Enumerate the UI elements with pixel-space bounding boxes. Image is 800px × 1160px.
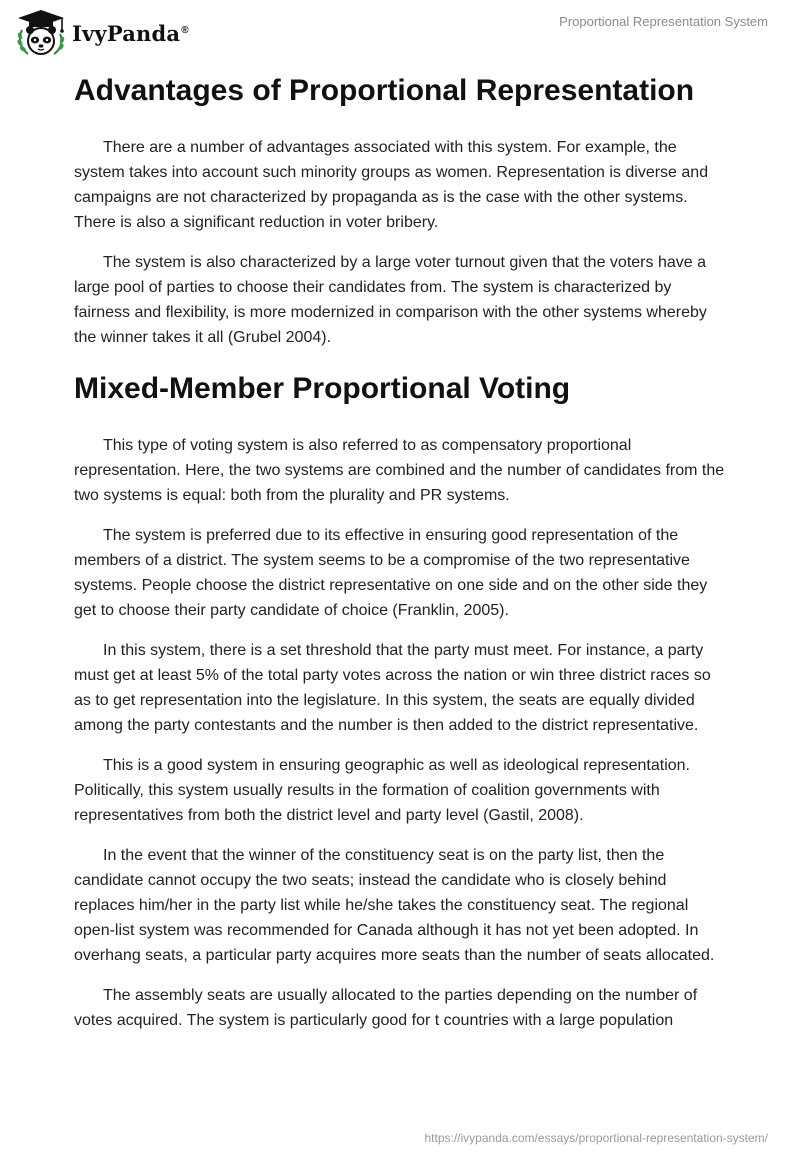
paragraph: In the event that the winner of the constituency seat is on the party list, then the candidate cannot occupy the two seats; instead the candidate who is closely behind replaces him/her in the party list while he/she takes the constituency seat. The regional open-list system was recommended for Canada although it has not yet been adopted. In overhang seats, a particular party acquires more seats than the number of seats allocated.: [74, 847, 715, 964]
ivypanda-logo[interactable]: [14, 8, 189, 58]
source-url[interactable]: https://ivypanda.com/essays/proportional-representation-system/: [424, 1131, 768, 1145]
paragraph: The assembly seats are usually allocated to the parties depending on the number of votes acquired. The system is particularly good for t countries with a large population: [74, 987, 698, 1029]
page-header: [0, 0, 800, 62]
section-heading-mixed-member: Mixed-Member Proportional Voting: [74, 372, 571, 405]
paragraph: This type of voting system is also referred to as compensatory proportional representation. Here, the two systems are combined and the number of candidates from the two systems is equal: both from the plurality and PR systems.: [74, 437, 725, 504]
section-heading-advantages: Advantages of Proportional Representation: [74, 74, 695, 107]
essay-content: [74, 72, 730, 1048]
brand-name: IvyPanda®: [72, 20, 189, 46]
document-title: Proportional Representation System: [559, 14, 768, 29]
panda-graduate-icon: [14, 8, 68, 58]
paragraph: In this system, there is a set threshold that the party must meet. For instance, a party must get at least 5% of the total party votes across the nation or win three district races so as to get representation into the legislature. In this system, the seats are equally divided among the party contestants and the number is then added to the district representative.: [74, 642, 711, 734]
paragraph: The system is preferred due to its effective in ensuring good representation of the members of a district. The system seems to be a compromise of the two representative systems. People choose the district representative on one side and on the other side they get to choose their party candidate of choice (Franklin, 2005).: [74, 527, 708, 619]
paragraph: The system is also characterized by a large voter turnout given that the voters have a large pool of parties to choose their candidates from. The system is characterized by fairness and flexibility, is more modernized in comparison with the other systems whereby the winner takes it all (Grubel 2004).: [74, 254, 707, 346]
paragraph: This is a good system in ensuring geographic as well as ideological representation. Politically, this system usually results in the formation of coalition governments with representatives from both the district level and party level (Gastil, 2008).: [74, 757, 690, 824]
paragraph: There are a number of advantages associated with this system. For example, the system takes into account such minority groups as women. Representation is diverse and campaigns are not characterized by propaganda as is the case with the other systems. There is also a significant reduction in voter bribery.: [74, 139, 709, 231]
registered-mark: ®: [181, 24, 189, 36]
